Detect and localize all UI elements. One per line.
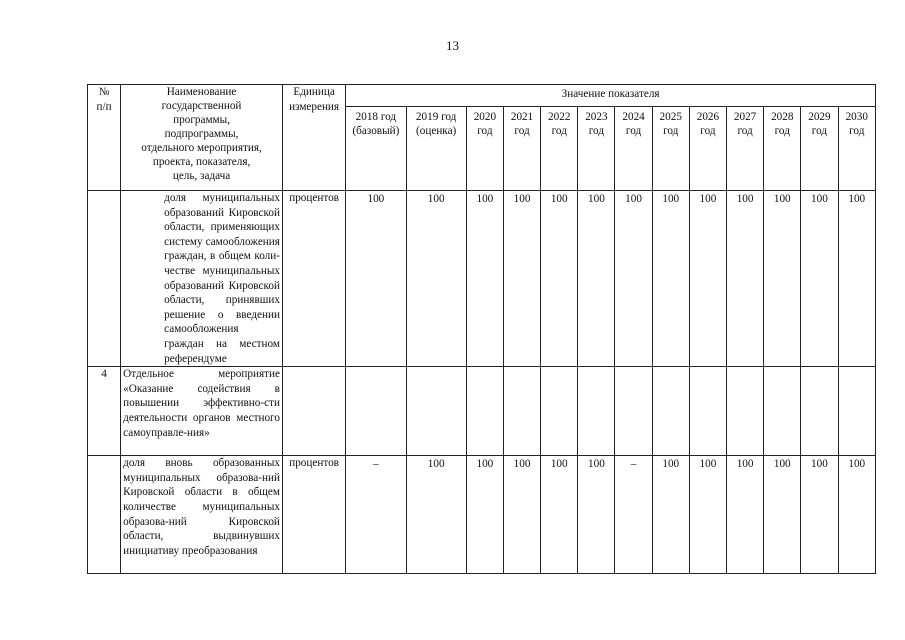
row-value <box>801 367 838 456</box>
row-value <box>764 367 801 456</box>
row-num: 4 <box>88 367 121 456</box>
header-year: 2021 год <box>503 107 540 191</box>
row-value: 100 <box>406 456 466 574</box>
row-value <box>541 367 578 456</box>
row-unit: процентов <box>282 191 345 367</box>
row-value: 100 <box>838 456 875 574</box>
header-year: 2027 год <box>727 107 764 191</box>
row-value <box>578 367 615 456</box>
row-value <box>406 367 466 456</box>
row-value: 100 <box>689 191 726 367</box>
row-value: 100 <box>578 456 615 574</box>
row-value: 100 <box>615 191 652 367</box>
row-value <box>689 367 726 456</box>
row-value <box>615 367 652 456</box>
row-value: 100 <box>689 456 726 574</box>
header-year: 2028 год <box>764 107 801 191</box>
row-value: 100 <box>801 191 838 367</box>
row-value: 100 <box>727 456 764 574</box>
indicator-table <box>87 84 876 574</box>
row-value: 100 <box>801 456 838 574</box>
row-value <box>466 367 503 456</box>
row-value <box>346 367 406 456</box>
header-num: № п/п <box>88 85 121 191</box>
row-value: 100 <box>503 456 540 574</box>
row-value: 100 <box>466 191 503 367</box>
header-year: 2030 год <box>838 107 875 191</box>
row-value: – <box>615 456 652 574</box>
header-year: 2024 год <box>615 107 652 191</box>
row-value <box>727 367 764 456</box>
row-name: доля муниципальных образований Кировской области, применяющих систему самообложения граждан, в общем коли-честве муниципальных образований Кировской области, принявших решение о введении самообложения граждан на местном референдуме <box>121 191 283 367</box>
header-year: 2018 год (базовый) <box>346 107 406 191</box>
row-value: 100 <box>578 191 615 367</box>
header-unit: Единица измерения <box>282 85 345 191</box>
row-value: 100 <box>466 456 503 574</box>
row-value: 100 <box>541 191 578 367</box>
row-num <box>88 191 121 367</box>
row-value: 100 <box>406 191 466 367</box>
header-year: 2022 год <box>541 107 578 191</box>
table-row <box>88 367 876 456</box>
row-value <box>652 367 689 456</box>
row-value <box>503 367 540 456</box>
row-value: 100 <box>652 456 689 574</box>
header-name: Наименование государственной программы, подпрограммы, отдельного мероприятия, проекта, показателя, цель, задача <box>121 85 283 191</box>
row-value: 100 <box>541 456 578 574</box>
row-value: 100 <box>727 191 764 367</box>
row-value: 100 <box>838 191 875 367</box>
row-value: – <box>346 456 406 574</box>
row-name: Отдельное мероприятие «Оказание содействия в повышении эффективно-сти деятельности органов местного самоуправле-ния» <box>121 367 283 456</box>
header-row <box>88 85 876 107</box>
table-row <box>88 191 876 367</box>
row-value: 100 <box>503 191 540 367</box>
header-year: 2029 год <box>801 107 838 191</box>
row-num <box>88 456 121 574</box>
header-values-title: Значение показателя <box>346 85 876 107</box>
row-value: 100 <box>764 191 801 367</box>
row-unit: процентов <box>282 456 345 574</box>
page-number: 13 <box>446 38 459 53</box>
header-year: 2025 год <box>652 107 689 191</box>
row-name: доля вновь образованных муниципальных образова-ний Кировской области в общем количестве муниципальных образова-ний Кировской области, выдвинувших инициативу преобразования <box>121 456 283 574</box>
row-value: 100 <box>346 191 406 367</box>
header-year: 2020 год <box>466 107 503 191</box>
row-value: 100 <box>652 191 689 367</box>
row-value: 100 <box>764 456 801 574</box>
row-value <box>838 367 875 456</box>
row-unit <box>282 367 345 456</box>
header-year: 2026 год <box>689 107 726 191</box>
header-year: 2023 год <box>578 107 615 191</box>
header-year: 2019 год (оценка) <box>406 107 466 191</box>
table-row <box>88 456 876 574</box>
